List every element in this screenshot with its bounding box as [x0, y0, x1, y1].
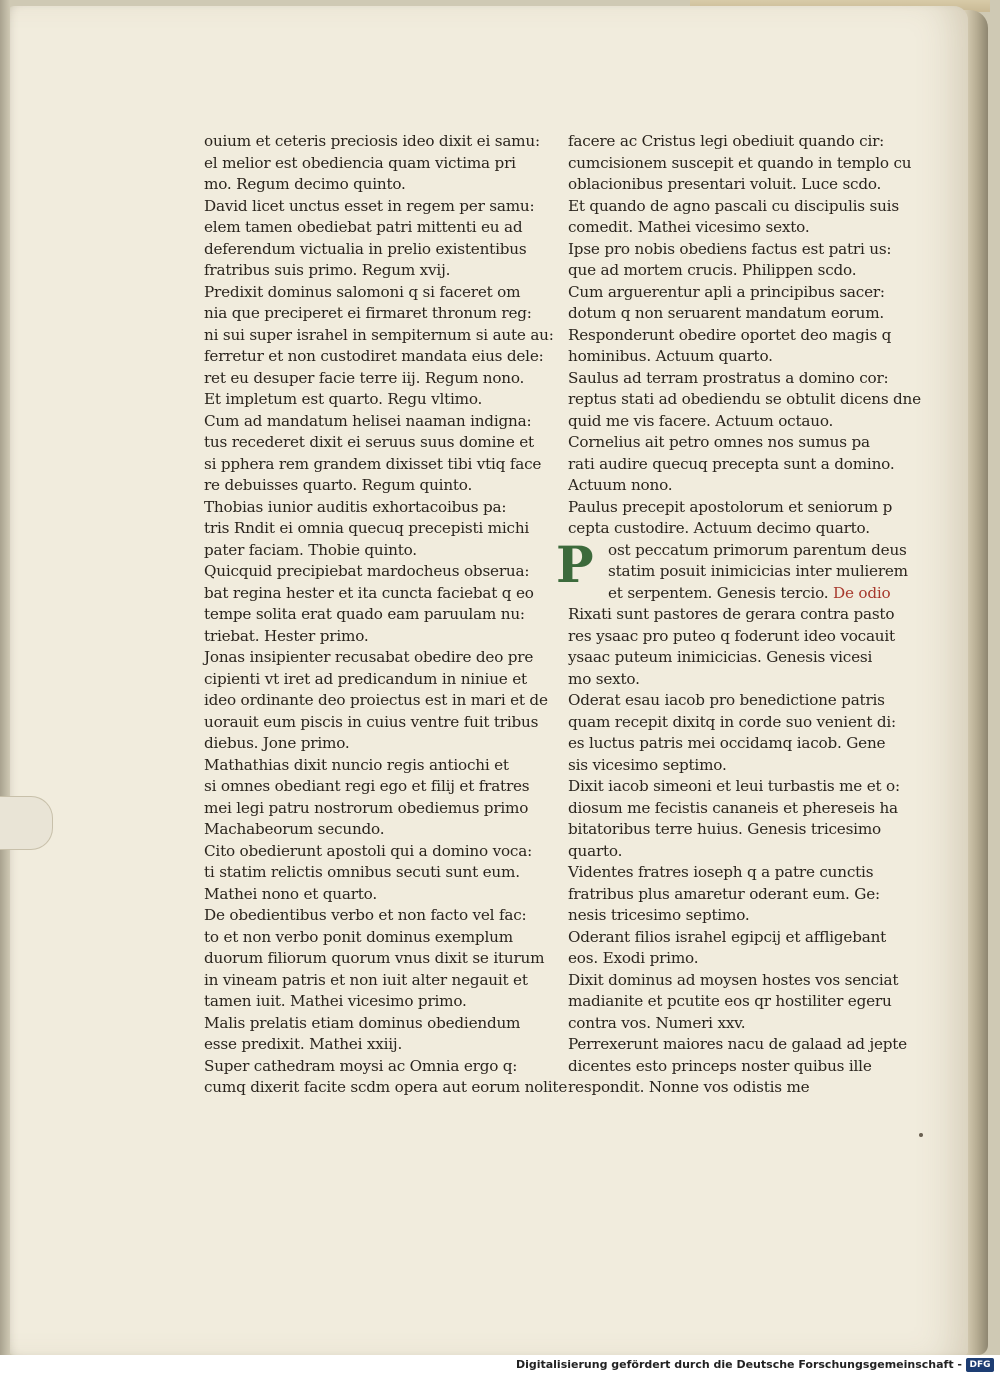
text-line: re debuisses quarto. Regum quinto.: [204, 476, 473, 494]
text-line: ret eu desuper facie terre iij. Regum nono.: [204, 368, 525, 387]
text-line: tempe solita erat quado eam paruulam nu:: [204, 605, 525, 623]
text-line: Malis prelatis etiam dominus obediendum: [204, 1013, 521, 1032]
text-line: ideo ordinante deo proiectus est in mari et de: [204, 691, 548, 709]
text-line: pater faciam. Thobie quinto.: [204, 540, 417, 559]
text-line: Et impletum est quarto. Regu vltimo.: [204, 390, 483, 408]
text-line: triebat. Hester primo.: [204, 626, 369, 645]
text-line: ysaac puteum inimicicias. Genesis vicesi: [568, 648, 873, 666]
text-line: Ipse pro nobis obediens factus est patri us:: [568, 239, 892, 258]
text-line: Cum arguerentur apli a principibus sacer:: [568, 282, 885, 301]
text-line: ferretur et non custodiret mandata eius dele:: [204, 347, 544, 365]
text-line: quid me vis facere. Actuum octauo.: [568, 411, 834, 430]
text-line: Quicquid precipiebat mardocheus obserua:: [204, 562, 530, 580]
text-line: fratribus suis primo. Regum xvij.: [204, 261, 451, 279]
text-line: el melior est obediencia quam victima pri: [204, 153, 516, 172]
ink-speck: [919, 1133, 923, 1137]
text-line: De obedientibus verbo et non facto vel fac:: [204, 906, 527, 924]
text-line: dicentes esto princeps noster quibus ille: [568, 1056, 872, 1075]
funding-credit: Digitalisierung gefördert durch die Deutsche Forschungsgemeinschaft -: [515, 1358, 962, 1371]
text-line: Saulus ad terram prostratus a domino cor:: [568, 368, 889, 387]
text-line: es luctus patris mei occidamq iacob. Gene: [568, 734, 886, 752]
text-line: Super cathedram moysi ac Omnia ergo q:: [204, 1056, 518, 1075]
text-line: Responderunt obedire oportet deo magis q: [568, 325, 892, 344]
text-line: madianite et pcutite eos qr hostiliter egeru: [568, 992, 892, 1010]
text-line: dotum q non seruarent mandatum eorum.: [568, 304, 885, 322]
text-line: Jonas insipienter recusabat obedire deo pre: [204, 648, 534, 666]
text-line: et serpentem. Genesis tercio. De odio: [608, 583, 891, 602]
text-line: ost peccatum primorum parentum deus P: [556, 534, 907, 594]
text-line: eos. Exodi primo.: [568, 949, 699, 967]
text-line: Videntes fratres ioseph q a patre cunctis: [568, 863, 874, 881]
text-line: tus recederet dixit ei seruus suus domine et: [204, 433, 534, 451]
text-line: to et non verbo ponit dominus exemplum: [204, 927, 513, 946]
text-line: David licet unctus esset in regem per samu:: [204, 196, 535, 215]
text-line: ni sui super israhel in sempiternum si aute au:: [204, 325, 554, 344]
text-line: bitatoribus terre huius. Genesis tricesimo: [568, 820, 881, 838]
text-line: quarto.: [568, 841, 623, 860]
text-line: reptus stati ad obediendu se obtulit dicens dne: [568, 390, 921, 408]
text-line: Dixit dominus ad moysen hostes vos senciat: [568, 970, 899, 989]
text-line: elem tamen obediebat patri mittenti eu ad: [204, 218, 523, 236]
text-line: diebus. Jone primo.: [204, 734, 350, 752]
text-line: Cum ad mandatum helisei naaman indigna:: [204, 411, 532, 430]
text-line: que ad mortem crucis. Philippen scdo.: [568, 261, 857, 279]
text-line: res ysaac pro puteo q foderunt ideo vocauit: [568, 626, 895, 645]
text-line: mo. Regum decimo quinto.: [204, 175, 406, 193]
text-line: Cito obedierunt apostoli qui a domino voca:: [204, 841, 532, 860]
text-line: sis vicesimo septimo.: [568, 755, 727, 774]
text-line: nesis tricesimo septimo.: [568, 906, 750, 924]
text-line: uorauit eum piscis in cuius ventre fuit tribus: [204, 712, 539, 731]
gutter-shadow: [0, 0, 10, 1355]
text-line: contra vos. Numeri xxv.: [568, 1013, 746, 1032]
text-line: duorum filiorum quorum vnus dixit se iturum: [204, 949, 545, 967]
text-line: respondit. Nonne vos odistis me: [568, 1078, 810, 1096]
text-line: Actuum nono.: [568, 476, 673, 494]
text-line: Oderat esau iacob pro benedictione patris: [568, 691, 885, 709]
text-line: esse predixit. Mathei xxiij.: [204, 1035, 403, 1053]
text-line: Thobias iunior auditis exhortacoibus pa:: [204, 497, 507, 516]
page-tab-marker: [0, 796, 53, 850]
text-line: Rixati sunt pastores de gerara contra pasto: [568, 605, 895, 623]
text-line: deferendum victualia in prelio existentibus: [204, 239, 527, 258]
text-line: quam recepit dixitq in corde suo venient di:: [568, 712, 896, 731]
text-line: cumq dixerit facite scdm opera aut eorum nolite: [204, 1078, 568, 1096]
text-line: mei legi patru nostrorum obediemus primo: [204, 798, 529, 817]
text-line: tris Rndit ei omnia quecuq precepisti michi: [204, 519, 530, 537]
text-line: Dixit iacob simeoni et leui turbastis me et o:: [568, 777, 900, 795]
text-line: Cornelius ait petro omnes nos sumus pa: [568, 433, 870, 451]
text-line: facere ac Cristus legi obediuit quando cir:: [568, 132, 885, 150]
text-line: Perrexerunt maiores nacu de galaad ad jepte: [568, 1035, 907, 1053]
text-line: rati audire quecuq precepta sunt a domino.: [568, 454, 895, 473]
text-line: bat regina hester et ita cuncta faciebat q eo: [204, 583, 534, 602]
left-text-column: [204, 131, 568, 1099]
rubric-heading: De odio: [833, 583, 891, 602]
text-line: Mathathias dixit nuncio regis antiochi et: [204, 755, 509, 774]
text-line: oblacionibus presentari voluit. Luce scdo.: [568, 175, 882, 193]
text-line: nia que preciperet ei firmaret thronum reg:: [204, 304, 532, 322]
text-line: tamen iuit. Mathei vicesimo primo.: [204, 992, 467, 1010]
text-line: diosum me fecistis cananeis et phereseis ha: [568, 798, 898, 817]
text-line: in vineam patris et non iuit alter negauit et: [204, 970, 528, 989]
text-line: Oderant filios israhel egipcij et affligebant: [568, 927, 887, 946]
text-line: si pphera rem grandem dixisset tibi vtiq face: [204, 454, 542, 473]
decorated-initial-letter: P: [556, 534, 594, 594]
text-line: Machabeorum secundo.: [204, 820, 385, 838]
text-line: si omnes obediant regi ego et filij et fratres: [204, 777, 530, 795]
text-line: Mathei nono et quarto.: [204, 884, 377, 903]
text-line: cipienti vt iret ad predicandum in niniue et: [204, 669, 527, 688]
text-line: ti statim relictis omnibus secuti sunt eum.: [204, 863, 520, 881]
text-line: hominibus. Actuum quarto.: [568, 347, 773, 365]
text-line: Predixit dominus salomoni q si faceret om: [204, 282, 521, 301]
right-text-column: [556, 131, 921, 1099]
text-line: comedit. Mathei vicesimo sexto.: [568, 218, 810, 236]
text-line: fratribus plus amaretur oderant eum. Ge:: [568, 884, 880, 903]
text-line: statim posuit inimicicias inter mulierem: [608, 562, 908, 580]
text-line: Et quando de agno pascali cu discipulis suis: [568, 196, 899, 215]
text-line: Paulus precepit apostolorum et seniorum p: [568, 497, 893, 516]
dfg-logo: DFG: [966, 1358, 994, 1372]
footer-bar: [0, 1355, 1000, 1375]
text-line: cumcisionem suscepit et quando in templo cu: [568, 153, 912, 172]
text-line: cepta custodire. Actuum decimo quarto.: [568, 519, 870, 537]
text-line: ouium et ceteris preciosis ideo dixit ei samu:: [204, 132, 540, 150]
text-line: mo sexto.: [568, 669, 640, 688]
